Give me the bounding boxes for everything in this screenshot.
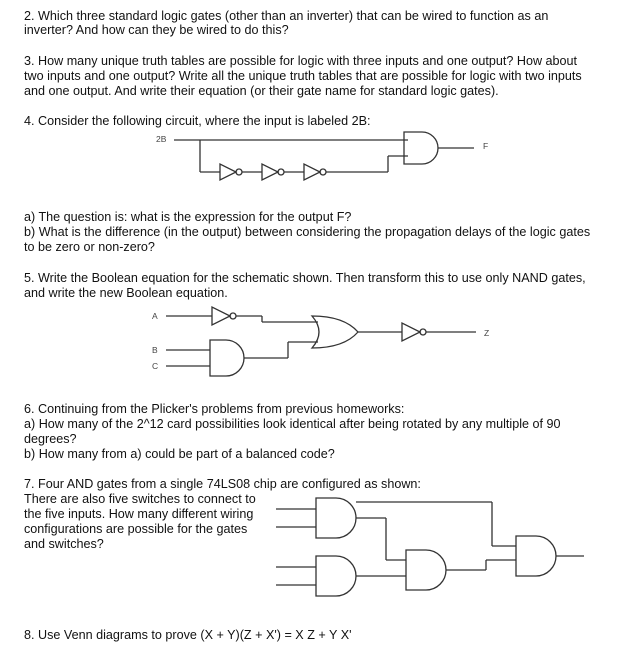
- q8-line-1: 8. Use Venn diagrams to prove (X + Y)(Z + X') = X Z + Y X': [24, 628, 352, 642]
- q7-line-1: 7. Four AND gates from a single 74LS08 chip are configured as shown:: [24, 477, 421, 491]
- q7-and-gate-2: [316, 556, 356, 596]
- q6-line-2: a) How many of the 2^12 card possibilities look identical after being rotated by any multiple of 90: [24, 417, 561, 431]
- q5-label-a: A: [152, 311, 158, 321]
- q6-line-1: 6. Continuing from the Plicker's problems from previous homeworks:: [24, 402, 405, 416]
- q5-label-b: B: [152, 345, 158, 355]
- q4-part-b-line-2: to be zero or non-zero?: [24, 240, 155, 254]
- q3-line-3: and one output. And write their equation (or their gate name for standard logic gates).: [24, 84, 499, 98]
- q4-input-label: 2B: [156, 134, 167, 144]
- q5-label-c: C: [152, 361, 159, 371]
- q5-line-1: 5. Write the Boolean equation for the schematic shown. Then transform this to use only NAND gates,: [24, 271, 586, 285]
- q7-and-gate-1: [316, 498, 356, 538]
- q4-part-b-line-1: b) What is the difference (in the output) between considering the propagation delays of the logic gates: [24, 225, 591, 239]
- q7-line-4: configurations are possible for the gates: [24, 522, 248, 536]
- q4-part-a: a) The question is: what is the expression for the output F?: [24, 210, 352, 224]
- q7-line-3: the five inputs. How many different wiring: [24, 507, 254, 521]
- q3-line-1: 3. How many unique truth tables are possible for logic with three inputs and one output? How about: [24, 54, 578, 68]
- q6-line-4: b) How many from a) could be part of a balanced code?: [24, 447, 335, 461]
- q5-label-z: Z: [484, 328, 490, 338]
- q5-line-2: and write the new Boolean equation.: [24, 286, 228, 300]
- q2-line-1: 2. Which three standard logic gates (other than an inverter) that can be wired to function as an: [24, 9, 549, 23]
- q4-output-label: F: [483, 141, 489, 151]
- q3-line-2: two inputs and one output? Write all the unique truth tables that are possible for logic with two inputs: [24, 69, 582, 83]
- q7-line-2: There are also five switches to connect to: [24, 492, 256, 506]
- q7-and-gate-3: [406, 550, 446, 590]
- q7-and-gate-4: [516, 536, 556, 576]
- q6-line-3: degrees?: [24, 432, 77, 446]
- q2-line-2: inverter? And how can they be wired to do this?: [24, 23, 289, 37]
- q7-line-5: and switches?: [24, 537, 104, 551]
- q4-line-1: 4. Consider the following circuit, where the input is labeled 2B:: [24, 114, 371, 128]
